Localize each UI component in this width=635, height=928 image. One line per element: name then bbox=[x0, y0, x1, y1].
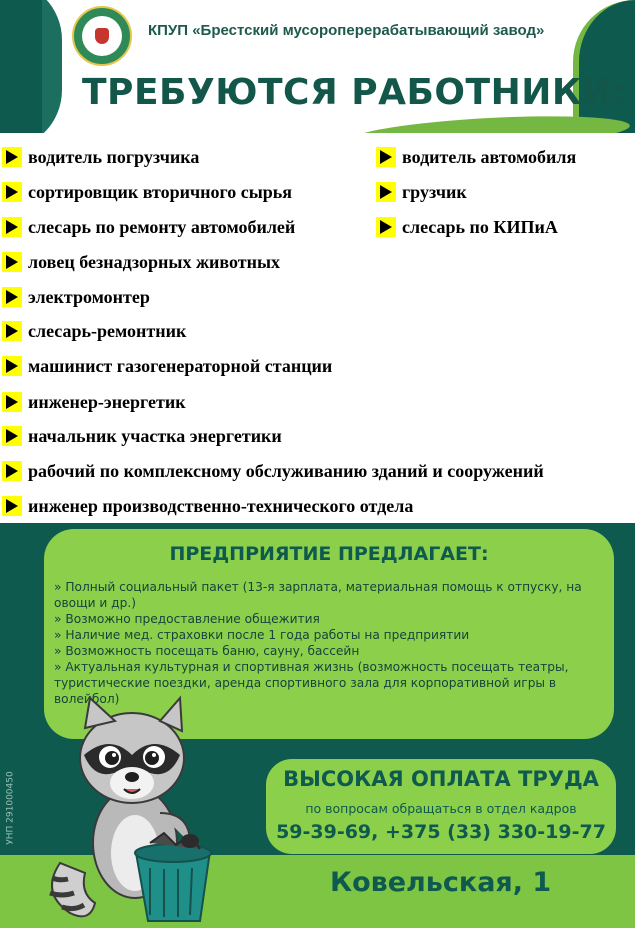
address: Ковельская, 1 bbox=[330, 867, 552, 898]
list-item bbox=[2, 284, 150, 310]
offer-title: ПРЕДПРИЯТИЕ ПРЕДЛАГАЕТ: bbox=[169, 543, 489, 565]
list-item bbox=[2, 423, 282, 449]
salary-note: по вопросам обращаться в отдел кадров bbox=[305, 801, 577, 816]
salary-title: ВЫСОКАЯ ОПЛАТА ТРУДА bbox=[283, 767, 599, 791]
salary-card bbox=[266, 759, 616, 854]
job-title: начальник участка энергетики bbox=[28, 425, 282, 446]
job-title: слесарь по ремонту автомобилей bbox=[28, 216, 296, 237]
header-right-decoration bbox=[573, 0, 635, 133]
list-item bbox=[2, 493, 413, 519]
arrow-bullet-icon bbox=[376, 217, 396, 237]
header-banner bbox=[0, 0, 635, 133]
job-title: сортировщик вторичного сырья bbox=[28, 181, 293, 202]
job-title: машинист газогенераторной станции bbox=[28, 355, 333, 376]
unp-number: УНП 291000450 bbox=[5, 771, 16, 845]
job-title: слесарь-ремонтник bbox=[28, 320, 187, 341]
list-item bbox=[2, 389, 186, 415]
job-title: инженер производственно-технического отдела bbox=[28, 495, 414, 516]
list-item bbox=[376, 214, 558, 240]
arrow-bullet-icon bbox=[2, 217, 22, 237]
company-logo-icon bbox=[72, 6, 132, 66]
list-item bbox=[376, 179, 467, 205]
offer-list bbox=[54, 579, 594, 707]
job-title: водитель автомобиля bbox=[402, 146, 577, 167]
job-title: электромонтер bbox=[28, 286, 150, 307]
offer-item: » Наличие мед. страховки после 1 года работы на предприятии bbox=[54, 628, 470, 642]
job-title: водитель погрузчика bbox=[28, 146, 200, 167]
job-title: ловец безнадзорных животных bbox=[28, 251, 281, 272]
arrow-bullet-icon bbox=[2, 182, 22, 202]
company-name: КПУП «Брестский мусороперерабатывающий завод» bbox=[148, 22, 545, 39]
arrow-bullet-icon bbox=[376, 182, 396, 202]
list-item bbox=[2, 318, 186, 344]
arrow-bullet-icon bbox=[2, 252, 22, 272]
arrow-bullet-icon bbox=[2, 392, 22, 412]
offer-item: » Возможно предоставление общежития bbox=[54, 612, 320, 626]
job-title: инженер-энергетик bbox=[28, 391, 186, 412]
contact-phones: 59-39-69, +375 (33) 330-19-77 bbox=[276, 821, 606, 843]
header-left-band bbox=[0, 0, 42, 133]
page-title: ТРЕБУЮТСЯ РАБОТНИКИ: bbox=[82, 72, 628, 113]
arrow-bullet-icon bbox=[2, 356, 22, 376]
job-title: слесарь по КИПиА bbox=[402, 216, 558, 237]
list-item bbox=[2, 144, 199, 170]
list-item bbox=[2, 179, 292, 205]
job-title: рабочий по комплексному обслуживанию зданий и сооружений bbox=[28, 460, 544, 481]
offer-item: » Полный социальный пакет (13-я зарплата, материальная помощь к отпуску, на овощи и др.) bbox=[54, 580, 582, 610]
offer-item: » Актуальная культурная и спортивная жизнь (возможность посещать театры, туристические поездки, аренда спортивного зала для корпоративной игры в волейбол) bbox=[54, 660, 569, 706]
list-item bbox=[2, 249, 280, 275]
arrow-bullet-icon bbox=[2, 426, 22, 446]
arrow-bullet-icon bbox=[2, 496, 22, 516]
raccoon-mascot-icon bbox=[40, 693, 260, 923]
arrow-bullet-icon bbox=[2, 321, 22, 341]
offer-item: » Возможность посещать баню, сауну, бассейн bbox=[54, 644, 360, 658]
arrow-bullet-icon bbox=[376, 147, 396, 167]
job-title: грузчик bbox=[402, 181, 467, 202]
list-item bbox=[2, 214, 295, 240]
arrow-bullet-icon bbox=[2, 147, 22, 167]
arrow-bullet-icon bbox=[2, 287, 22, 307]
list-item bbox=[376, 144, 576, 170]
list-item bbox=[2, 353, 332, 379]
benefits-poster bbox=[0, 523, 635, 928]
job-list bbox=[0, 140, 635, 520]
arrow-bullet-icon bbox=[2, 461, 22, 481]
list-item bbox=[2, 458, 544, 484]
